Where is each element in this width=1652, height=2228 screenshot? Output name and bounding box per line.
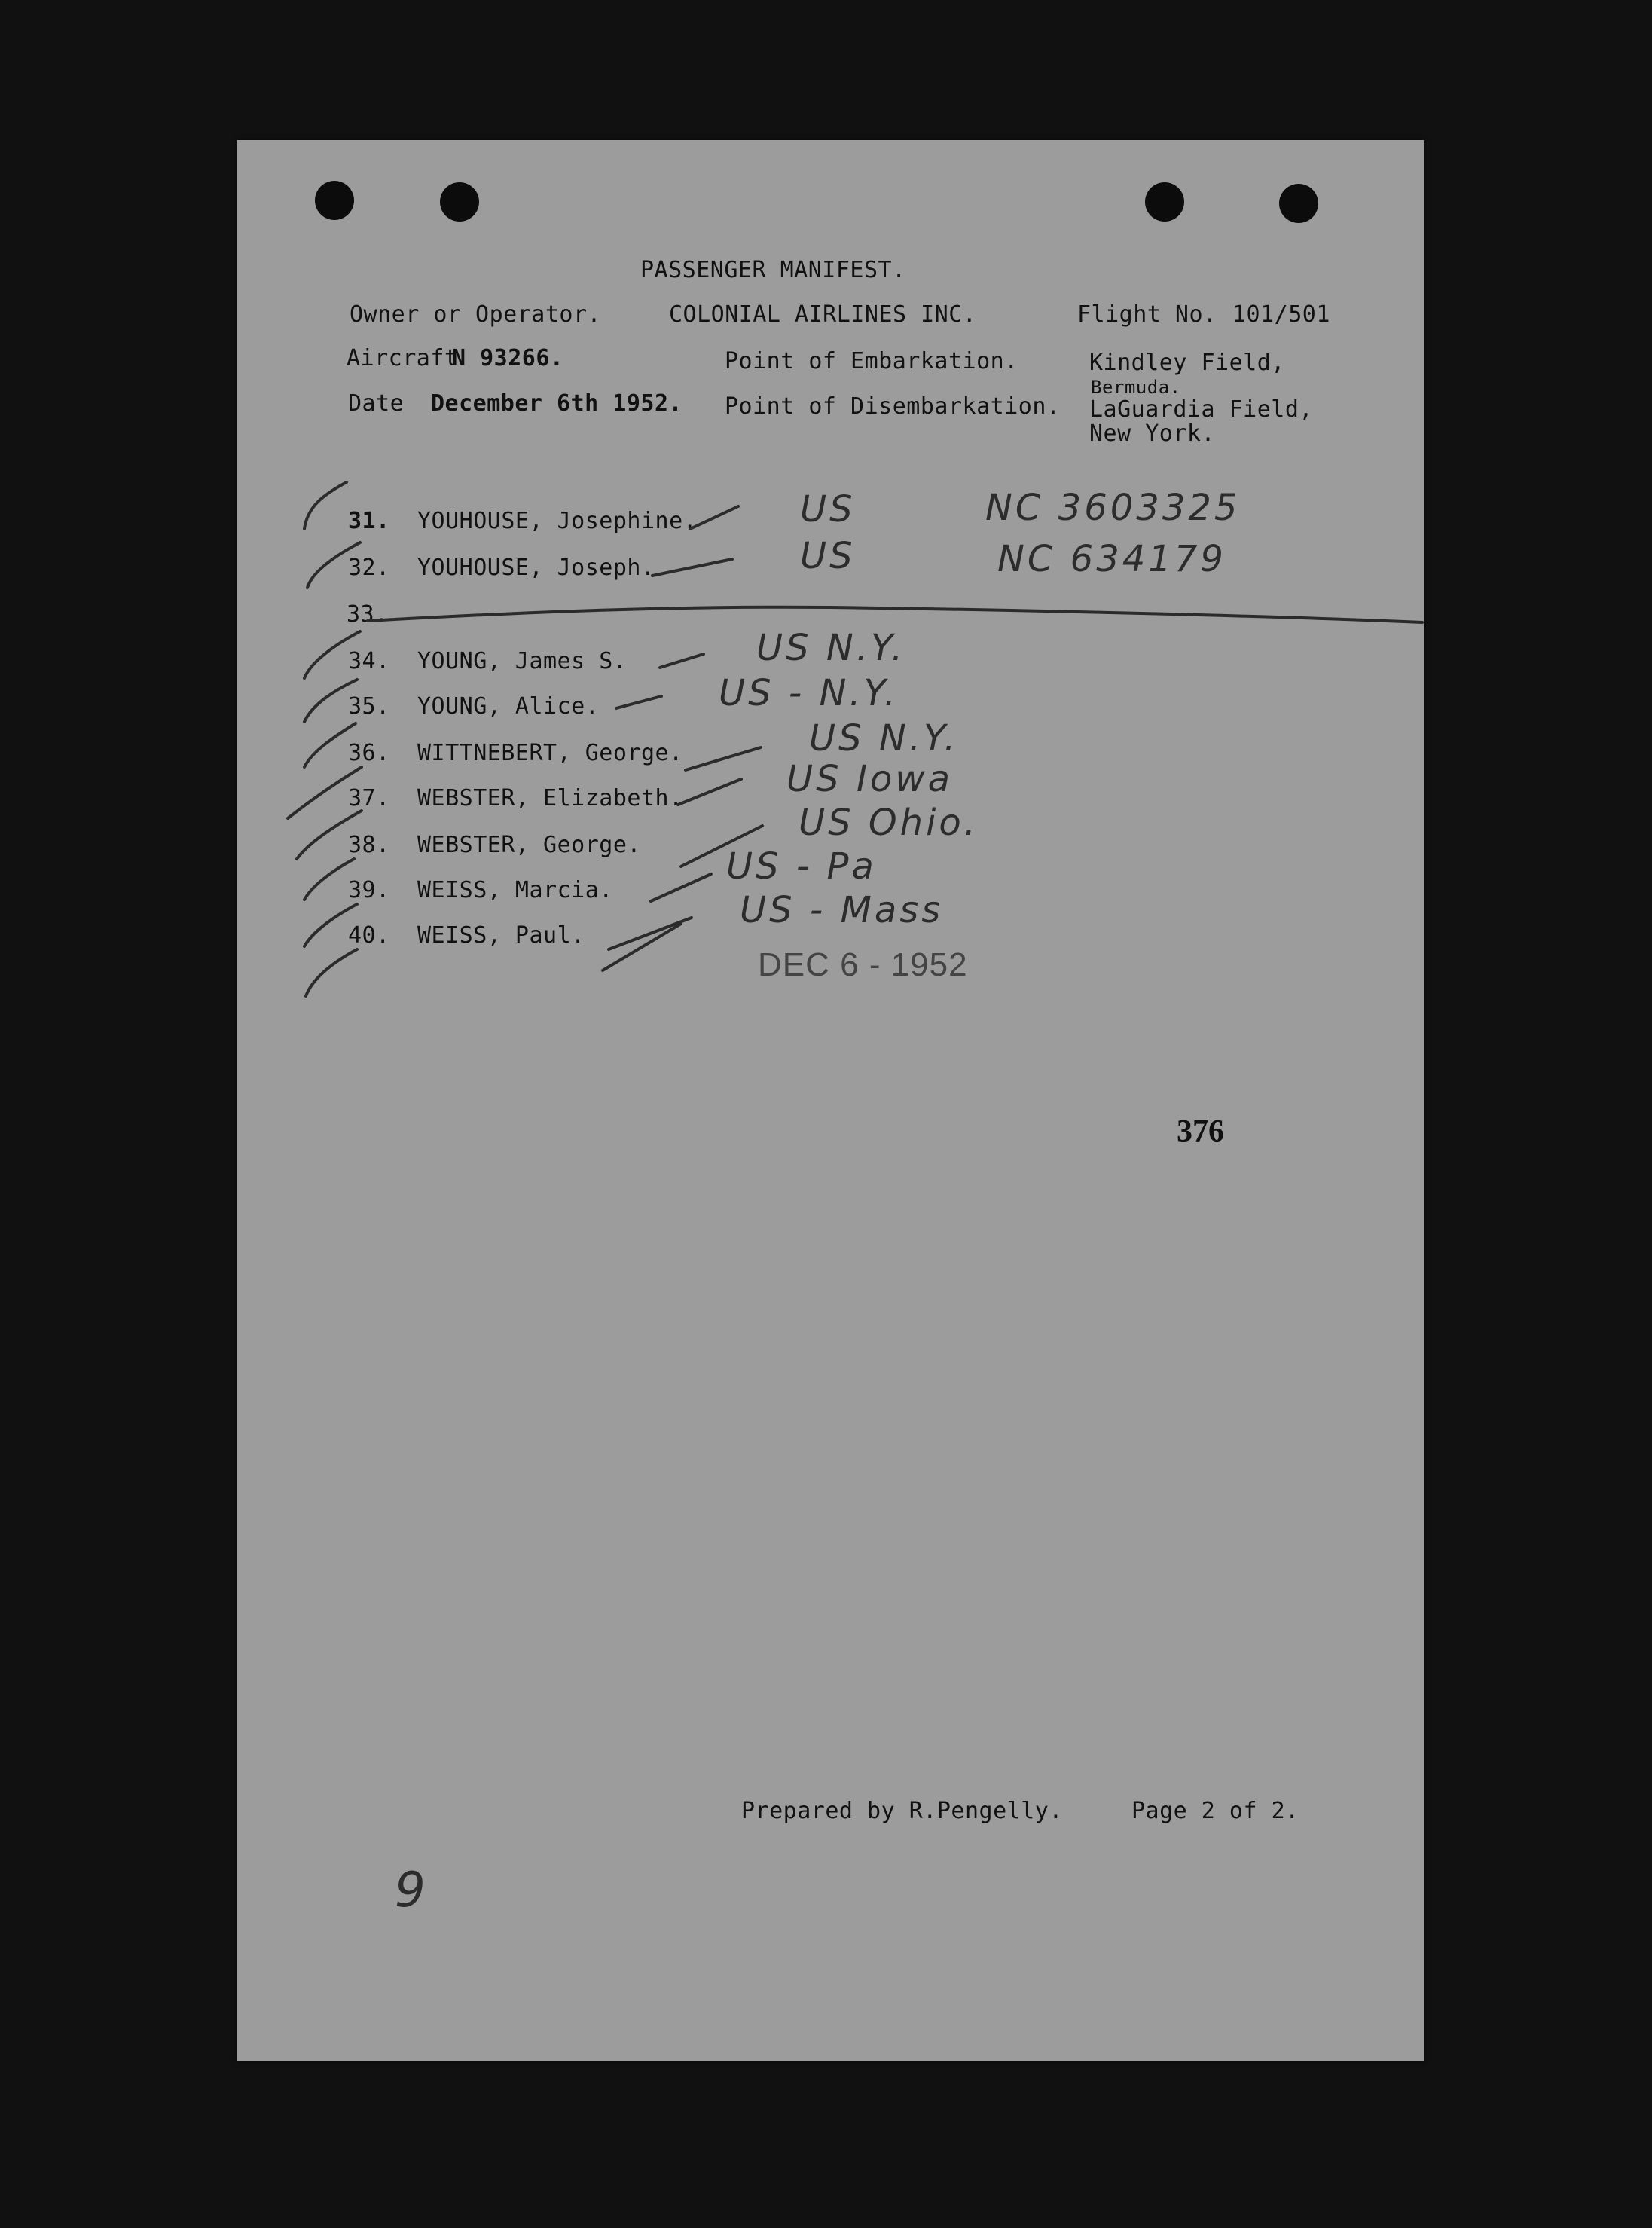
disembarkation-value: LaGuardia Field, bbox=[1089, 396, 1313, 423]
flight-value: 101/501 bbox=[1232, 301, 1330, 328]
manifest-title: PASSENGER MANIFEST. bbox=[640, 257, 906, 283]
passenger-handwritten-note: US - Pa bbox=[726, 845, 877, 888]
aircraft-label: Aircraft bbox=[347, 345, 459, 371]
passenger-handwritten-id: NC 634179 bbox=[997, 538, 1226, 580]
passenger-handwritten-note: US Ohio. bbox=[799, 802, 979, 844]
passenger-number: 40. bbox=[348, 922, 390, 949]
passenger-name: WEBSTER, Elizabeth. bbox=[417, 785, 683, 811]
passenger-number: 36. bbox=[348, 740, 390, 766]
passenger-number: 32. bbox=[348, 555, 390, 581]
passenger-handwritten-note: US N.Y. bbox=[756, 627, 906, 669]
embarkation-label: Point of Embarkation. bbox=[725, 348, 1018, 374]
page-of: Page 2 of 2. bbox=[1131, 1798, 1299, 1824]
passenger-number: 34. bbox=[348, 648, 390, 674]
passenger-number: 33. bbox=[347, 601, 389, 628]
passenger-number: 35. bbox=[348, 693, 390, 720]
passenger-handwritten-note: US - N.Y. bbox=[719, 672, 899, 714]
aircraft-value: N 93266. bbox=[452, 345, 564, 371]
flight-label: Flight No. bbox=[1077, 301, 1217, 328]
punch-hole bbox=[1279, 184, 1318, 223]
passenger-handwritten-note: US bbox=[800, 535, 856, 577]
date-label: Date bbox=[348, 390, 405, 417]
passenger-handwritten-note: US bbox=[800, 488, 856, 530]
passenger-number: 31. bbox=[348, 508, 390, 534]
manifest-sheet bbox=[237, 140, 1424, 2061]
embarkation-value: Kindley Field, bbox=[1089, 350, 1285, 376]
date-stamp: DEC 6 - 1952 bbox=[758, 946, 968, 983]
passenger-number: 38. bbox=[348, 832, 390, 858]
passenger-number: 39. bbox=[348, 877, 390, 903]
passenger-name: YOUHOUSE, Josephine. bbox=[417, 508, 698, 534]
passenger-handwritten-note: US - Mass bbox=[740, 889, 944, 931]
corner-handwritten-mark: 9 bbox=[395, 1863, 429, 1918]
owner-value: COLONIAL AIRLINES INC. bbox=[669, 301, 977, 328]
owner-label: Owner or Operator. bbox=[350, 301, 602, 328]
disembarkation-value-2: New York. bbox=[1089, 420, 1216, 447]
page-number-mark: 376 bbox=[1177, 1114, 1224, 1149]
passenger-name: YOUNG, Alice. bbox=[417, 693, 600, 720]
punch-hole bbox=[440, 182, 479, 222]
punch-hole bbox=[1145, 182, 1184, 222]
passenger-handwritten-note: US Iowa bbox=[786, 758, 954, 800]
passenger-name: WITTNEBERT, George. bbox=[417, 740, 683, 766]
passenger-name: WEISS, Marcia. bbox=[417, 877, 613, 903]
prepared-by: Prepared by R.Pengelly. bbox=[741, 1798, 1063, 1824]
passenger-number: 37. bbox=[348, 785, 390, 811]
passenger-handwritten-note: US N.Y. bbox=[809, 717, 959, 759]
passenger-name: YOUHOUSE, Joseph. bbox=[417, 555, 655, 581]
passenger-name: WEISS, Paul. bbox=[417, 922, 585, 949]
date-value: December 6th 1952. bbox=[431, 390, 683, 417]
passenger-handwritten-id: NC 3603325 bbox=[985, 487, 1241, 529]
disembarkation-label: Point of Disembarkation. bbox=[725, 393, 1061, 420]
punch-hole bbox=[315, 181, 354, 220]
passenger-name: YOUNG, James S. bbox=[417, 648, 628, 674]
passenger-name: WEBSTER, George. bbox=[417, 832, 641, 858]
embarkation-value-2: Bermuda. bbox=[1091, 377, 1181, 398]
